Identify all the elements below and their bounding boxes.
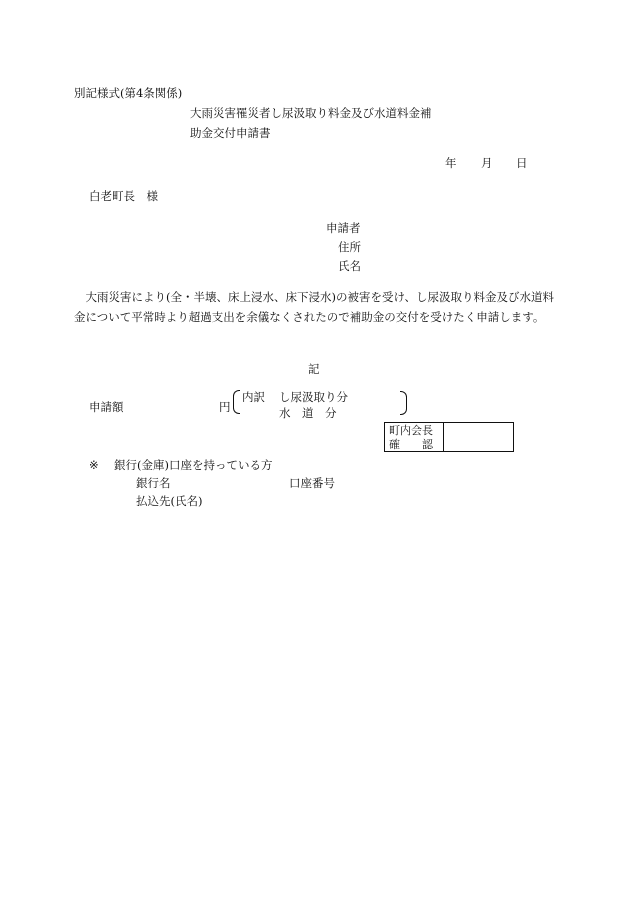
amount-yen-unit: 円 — [219, 400, 231, 414]
account-number-label: 口座番号 — [289, 476, 335, 490]
applicant-name-label: 氏名 — [338, 259, 361, 273]
title-line-2: 助金交付申請書 — [190, 126, 271, 140]
breakdown-label: 内訳 — [242, 390, 265, 404]
title-line-1: 大雨災害罹災者し尿汲取り料金及び水道料金補 — [190, 106, 432, 120]
confirmation-seal-cell[interactable] — [444, 423, 513, 451]
chairman-confirmation-box — [384, 422, 514, 452]
applicant-address-label: 住所 — [338, 240, 361, 254]
application-body-text: 大雨災害により(全・半壊、床上浸水、床下浸水)の被害を受け、し尿汲取り料金及び水道料金について平常時より超過支出を余儀なくされたので補助金の交付を受けたく申請します。 — [74, 290, 555, 324]
date-year: 年 — [445, 156, 457, 170]
confirmation-label-line-1: 町内会長 — [389, 424, 433, 437]
bank-account-note: 銀行(金庫)口座を持っている方 — [114, 458, 273, 472]
note-mark: ※ — [89, 458, 99, 472]
form-label: 別記様式(第4条関係) — [74, 86, 183, 100]
amount-label: 申請額 — [89, 400, 124, 414]
confirmation-label-cell — [385, 423, 444, 451]
ki-heading: 記 — [308, 362, 320, 376]
breakdown-item-water: 水 道 分 — [279, 406, 337, 420]
confirmation-label-line-2: 確 認 — [389, 438, 433, 451]
payee-label: 払込先(氏名) — [136, 494, 203, 508]
applicant-label: 申請者 — [326, 221, 361, 235]
breakdown-bracket-left — [233, 390, 240, 414]
addressee: 白老町長 様 — [89, 189, 158, 203]
breakdown-bracket-right — [400, 391, 407, 415]
bank-name-label: 銀行名 — [136, 476, 171, 490]
date-day: 日 — [516, 156, 528, 170]
date-month: 月 — [481, 156, 493, 170]
breakdown-item-night-soil: し尿汲取り分 — [279, 390, 348, 404]
